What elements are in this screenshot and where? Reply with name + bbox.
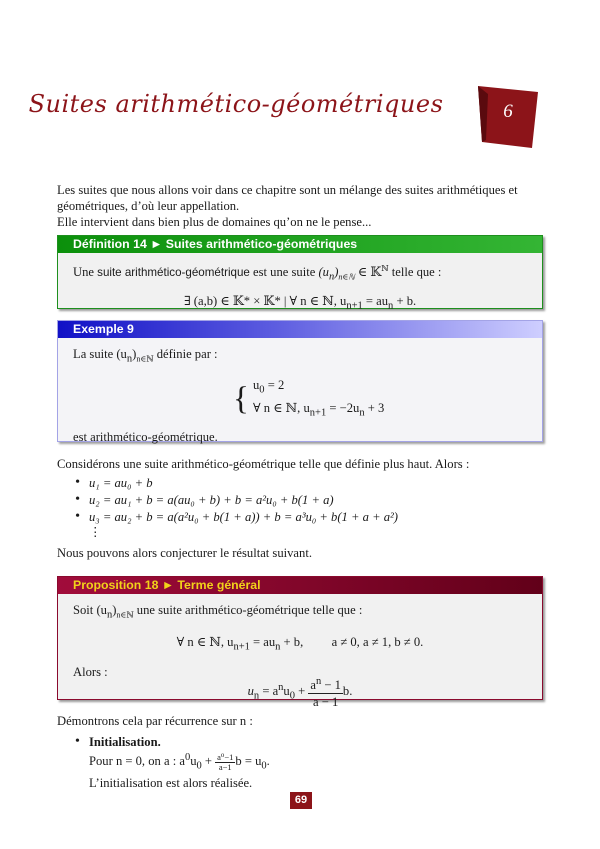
- proposition-result-plus: +: [294, 684, 309, 699]
- proof-init-sub: 0: [196, 760, 202, 772]
- definition-formula-c: + b.: [393, 293, 417, 308]
- proof-init-c: +: [201, 754, 216, 769]
- proposition-result-num-sup: n: [315, 676, 322, 688]
- reasoning-block: [57, 456, 547, 561]
- proposition-result-sup: n: [278, 681, 284, 693]
- definition-text-c: telle que :: [388, 265, 442, 280]
- definition-box: [57, 235, 543, 312]
- example-intro-a: La suite (u: [73, 347, 127, 361]
- reasoning-conjecture: Nous pouvons alors conjecturer le résultat suivant.: [57, 546, 312, 560]
- definition-header: Définition 14 ► Suites arithmético-géométriques: [58, 236, 542, 253]
- proposition-cond-a: ∀ n ∈ ℕ, u: [176, 634, 234, 649]
- example-sys1-sub: 0: [259, 384, 265, 396]
- definition-set-sup: ℕ: [381, 264, 389, 273]
- proposition-cond-c: + b,: [280, 634, 304, 649]
- proof-init-done: L’initialisation est alors réalisée.: [89, 775, 253, 790]
- proof-init-fraction: [215, 753, 235, 772]
- proposition-result-fraction: [308, 674, 343, 710]
- example-sys2-sub: n+1: [309, 407, 327, 419]
- proposition-cond-d: a ≠ 0, a ≠ 1, b ≠ 0.: [331, 634, 424, 649]
- example-conclusion: est arithmético-géométrique.: [73, 429, 218, 444]
- definition-formula-sub: n+1: [346, 300, 363, 312]
- proof-list: [57, 734, 547, 791]
- chapter-number-badge: [478, 86, 538, 148]
- example-sys2-a: ∀ n ∈ ℕ, u: [253, 401, 310, 416]
- proposition-text-c: une suite arithmético-géométrique telle que :: [133, 603, 363, 617]
- proposition-condition: [73, 634, 527, 656]
- proposition-result-lhs: u: [247, 684, 254, 699]
- intro-line-2: Elle intervient dans bien plus de domaines qu’on ne le pense...: [57, 215, 372, 229]
- proposition-result-u-sub: 0: [289, 690, 295, 702]
- example-header: Exemple 9: [58, 321, 542, 338]
- proof-block: [57, 713, 547, 792]
- reasoning-item-2: • u₂ = au₁ + b = a(au₀ + b) + b = a²u₀ + b(1 + a): [89, 492, 547, 508]
- definition-seq-index: n∈ℕ: [338, 272, 355, 282]
- definition-seq-sub: n: [328, 271, 335, 283]
- proof-item-initialisation: [89, 734, 547, 791]
- proof-init-sub2: 0: [261, 760, 267, 772]
- proof-init-b: u: [190, 754, 197, 769]
- proposition-result-num: a: [310, 678, 316, 693]
- proposition-result-u: u: [283, 684, 290, 699]
- proposition-alors: Alors :: [73, 665, 108, 680]
- proposition-header: Proposition 18 ► Terme général: [58, 577, 542, 594]
- definition-formula-sub2: n: [388, 300, 394, 312]
- proposition-text-index: n∈ℕ: [116, 610, 134, 620]
- example-sys1-b: = 2: [264, 377, 285, 392]
- proposition-result: [73, 674, 527, 710]
- proposition-result-num-tail: − 1: [321, 678, 341, 693]
- example-intro-c: définie par :: [153, 347, 218, 361]
- proof-init-sup: 0: [184, 752, 191, 763]
- reasoning-item-3: • u₃ = au₂ + b = a(a²u₀ + b(1 + a)) + b = a³u₀ + b(1 + a + a²): [89, 509, 547, 525]
- proof-intro: Démontrons cela par récurrence sur n :: [57, 714, 253, 728]
- proof-init-e: .: [266, 754, 270, 769]
- example-sys2-c: + 3: [364, 401, 385, 416]
- proof-init-label: • Initialisation.: [89, 735, 161, 749]
- example-system-line-2: [253, 399, 384, 423]
- definition-formula-b: = au: [362, 293, 389, 308]
- definition-seq: (u: [318, 265, 329, 280]
- definition-term: suite arithmético-géométrique: [97, 266, 250, 280]
- proposition-cond-sub: n+1: [233, 641, 250, 653]
- example-sys1-a: u: [253, 377, 260, 392]
- example-intro-index: n∈ℕ: [136, 354, 154, 364]
- example-sys2-b: = −2u: [326, 401, 360, 416]
- reasoning-list: [57, 475, 547, 525]
- definition-formula-a: ∃ (a,b) ∈ 𝕂* × 𝕂* | ∀ n ∈ ℕ, u: [183, 293, 347, 308]
- definition-text: [73, 261, 527, 286]
- proof-init-line: [89, 750, 547, 775]
- example-box: [57, 320, 543, 442]
- example-sys2-sub2: n: [359, 407, 365, 419]
- intro-line-1: Les suites que nous allons voir dans ce chapitre sont un mélange des suites arithmétiques et géométriques, d’où leur appellation.: [57, 183, 518, 213]
- definition-text-b: est une suite: [249, 265, 319, 280]
- example-intro: [73, 346, 527, 368]
- chapter-number: 6: [503, 101, 513, 122]
- proof-init-frac-num: a⁰−1: [217, 751, 234, 762]
- proposition-result-end: b.: [342, 684, 353, 699]
- definition-set: ∈ 𝕂: [354, 265, 382, 280]
- proposition-cond-b: = au: [249, 634, 276, 649]
- proposition-text-sub: n: [106, 609, 113, 621]
- page-number: 69: [290, 792, 312, 809]
- reasoning-intro: Considérons une suite arithmético-géométrique telle que définie plus haut. Alors :: [57, 457, 470, 471]
- definition-text-a: Une: [73, 265, 98, 280]
- proposition-text-a: Soit (u: [73, 603, 107, 617]
- proposition-box: [57, 576, 543, 710]
- proposition-text-b: ): [112, 603, 117, 617]
- proposition-result-eq: = a: [259, 684, 279, 699]
- proposition-result-den: a − 1: [313, 695, 339, 710]
- example-intro-b: ): [132, 347, 137, 361]
- example-system-brace: {: [233, 380, 249, 417]
- proof-init-a: Pour n = 0, on a : a: [89, 754, 185, 769]
- definition-seq-close: ): [334, 265, 339, 280]
- example-system-line-1: [253, 376, 384, 400]
- reasoning-item-1: • u₁ = au₀ + b: [89, 475, 547, 491]
- example-intro-sub: n: [126, 353, 133, 365]
- proposition-cond-sub2: n: [275, 641, 281, 653]
- intro-paragraph: [57, 182, 547, 230]
- proposition-text: [73, 602, 527, 624]
- proof-init-frac-den: a−1: [218, 761, 232, 772]
- example-system: [233, 376, 527, 423]
- proposition-result-lhs-sub: n: [253, 690, 260, 702]
- chapter-title: Suites arithmético-géométriques: [28, 90, 444, 118]
- reasoning-ellipsis: ⋮: [89, 525, 102, 539]
- proof-init-d: b = u: [235, 754, 262, 769]
- definition-formula: [73, 293, 527, 315]
